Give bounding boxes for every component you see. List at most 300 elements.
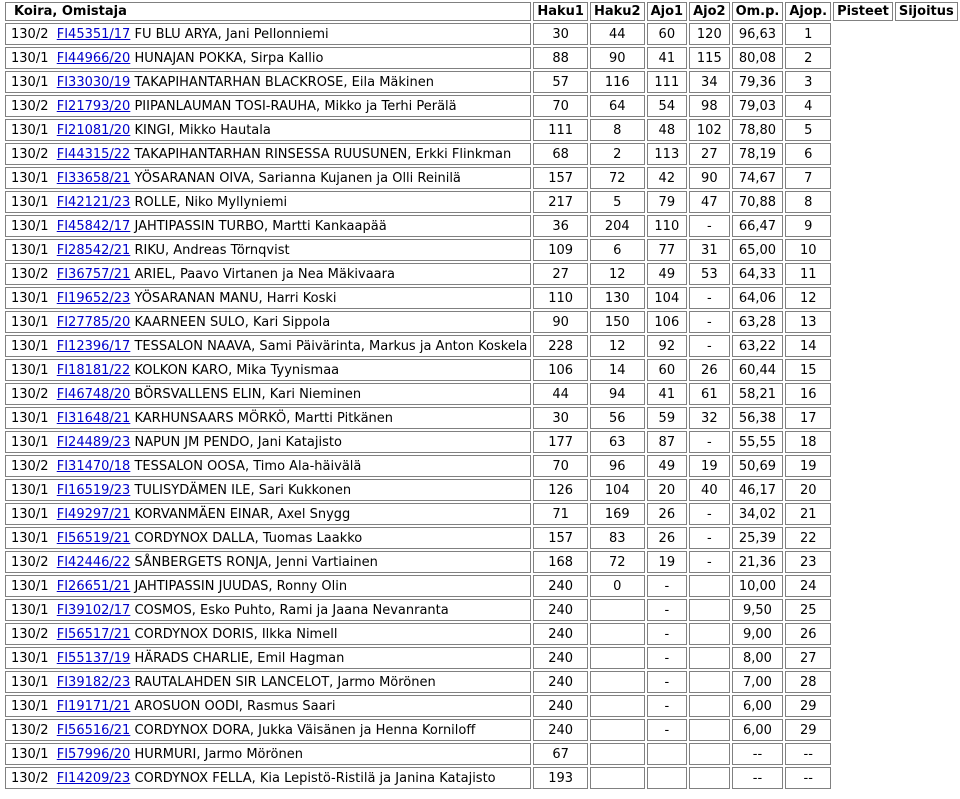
pisteet-cell (833, 671, 893, 693)
pisteet-cell (833, 191, 893, 213)
ajo2-cell (689, 671, 730, 693)
registration-link[interactable]: FI33030/19 (56, 74, 131, 90)
ajop-cell: 23 (785, 551, 831, 573)
pisteet-cell (833, 239, 893, 261)
registration-link[interactable]: FI21081/20 (56, 122, 131, 138)
dog-owner-name: CORDYNOX DORA, Jukka Väisänen ja Henna Korniloff (134, 722, 476, 738)
class-label: 130/1 (11, 290, 49, 306)
dog-owner-cell (5, 623, 531, 645)
dog-owner-name: TAKAPIHANTARHAN BLACKROSE, Eila Mäkinen (134, 74, 434, 90)
ajop-cell: 24 (785, 575, 831, 597)
ajop-cell: 19 (785, 455, 831, 477)
ajop-cell: -- (785, 743, 831, 765)
class-label: 130/1 (11, 530, 49, 546)
pisteet-cell (833, 575, 893, 597)
ajo1-cell: 104 (647, 287, 688, 309)
dog-owner-cell (5, 575, 531, 597)
ajop-cell: 15 (785, 359, 831, 381)
pisteet-cell (833, 695, 893, 717)
haku2-cell (590, 743, 645, 765)
ajo1-cell: 60 (647, 359, 688, 381)
dog-owner-cell (5, 407, 531, 429)
ajop-cell: 4 (785, 95, 831, 117)
table-row (5, 455, 958, 477)
table-row (5, 239, 958, 261)
sijoitus-cell (895, 551, 958, 573)
dog-owner-cell (5, 119, 531, 141)
sijoitus-cell (895, 695, 958, 717)
registration-link[interactable]: FI26651/21 (56, 578, 131, 594)
sijoitus-cell (895, 287, 958, 309)
haku2-cell: 2 (590, 143, 645, 165)
registration-link[interactable]: FI45351/17 (56, 26, 131, 42)
dog-owner-name: RIKU, Andreas Törnqvist (134, 242, 290, 258)
pisteet-cell (833, 383, 893, 405)
dog-owner-name: KAARNEEN SULO, Kari Sippola (134, 314, 331, 330)
omp-cell: 70,88 (732, 191, 784, 213)
ajo1-cell: 26 (647, 503, 688, 525)
class-label: 130/1 (11, 482, 49, 498)
haku1-cell: 157 (533, 527, 588, 549)
haku2-cell: 63 (590, 431, 645, 453)
class-label: 130/2 (11, 98, 49, 114)
haku1-cell: 44 (533, 383, 588, 405)
sijoitus-cell (895, 167, 958, 189)
ajo2-cell: 53 (689, 263, 730, 285)
table-row (5, 287, 958, 309)
class-label: 130/1 (11, 122, 49, 138)
haku1-cell: 90 (533, 311, 588, 333)
ajo2-cell: 98 (689, 95, 730, 117)
haku2-cell: 96 (590, 455, 645, 477)
dog-owner-name: CORDYNOX DALLA, Tuomas Laakko (134, 530, 363, 546)
pisteet-cell (833, 623, 893, 645)
ajo2-cell: - (689, 527, 730, 549)
table-row (5, 119, 958, 141)
haku2-cell (590, 767, 645, 789)
haku2-cell: 14 (590, 359, 645, 381)
sijoitus-cell (895, 623, 958, 645)
dog-owner-cell (5, 23, 531, 45)
ajo2-cell (689, 623, 730, 645)
table-row (5, 167, 958, 189)
haku2-cell: 12 (590, 335, 645, 357)
ajop-cell: 20 (785, 479, 831, 501)
ajo1-cell: - (647, 719, 688, 741)
dog-owner-name: NAPUN JM PENDO, Jani Katajisto (134, 434, 342, 450)
registration-link[interactable]: FI18181/22 (56, 362, 131, 378)
pisteet-cell (833, 455, 893, 477)
ajo1-cell: 42 (647, 167, 688, 189)
ajop-cell: 6 (785, 143, 831, 165)
ajo1-cell (647, 743, 688, 765)
sijoitus-cell (895, 239, 958, 261)
haku2-cell: 72 (590, 167, 645, 189)
ajop-cell: 7 (785, 167, 831, 189)
omp-cell: 65,00 (732, 239, 784, 261)
ajo2-cell: 19 (689, 455, 730, 477)
haku2-cell (590, 719, 645, 741)
registration-link[interactable]: FI56516/21 (56, 722, 131, 738)
class-label: 130/2 (11, 26, 49, 42)
haku1-cell: 110 (533, 287, 588, 309)
haku1-cell: 157 (533, 167, 588, 189)
pisteet-cell (833, 479, 893, 501)
ajo2-cell: - (689, 335, 730, 357)
ajo1-cell: 106 (647, 311, 688, 333)
haku1-cell: 240 (533, 599, 588, 621)
dog-owner-name: AROSUON OODI, Rasmus Saari (134, 698, 336, 714)
ajop-cell: 14 (785, 335, 831, 357)
dog-owner-cell (5, 479, 531, 501)
class-label: 130/2 (11, 554, 49, 570)
results-table (3, 0, 960, 791)
ajo1-cell: 41 (647, 383, 688, 405)
registration-link[interactable]: FI27785/20 (56, 314, 131, 330)
dog-owner-cell (5, 767, 531, 789)
registration-link[interactable]: FI31470/18 (56, 458, 131, 474)
ajop-cell: 21 (785, 503, 831, 525)
haku1-cell: 240 (533, 575, 588, 597)
omp-cell: 79,03 (732, 95, 784, 117)
ajop-cell: 18 (785, 431, 831, 453)
omp-cell: 9,00 (732, 623, 784, 645)
haku1-cell: 111 (533, 119, 588, 141)
ajo1-cell: - (647, 695, 688, 717)
sijoitus-cell (895, 455, 958, 477)
registration-link[interactable]: FI44315/22 (56, 146, 131, 162)
ajo1-cell: - (647, 647, 688, 669)
registration-link[interactable]: FI14209/23 (56, 770, 131, 786)
ajo2-cell: 120 (689, 23, 730, 45)
dog-owner-cell (5, 527, 531, 549)
class-label: 130/2 (11, 458, 49, 474)
haku2-cell (590, 695, 645, 717)
omp-cell: 9,50 (732, 599, 784, 621)
ajo1-cell: 19 (647, 551, 688, 573)
omp-cell: 63,28 (732, 311, 784, 333)
pisteet-cell (833, 167, 893, 189)
haku2-cell: 169 (590, 503, 645, 525)
ajop-cell: 3 (785, 71, 831, 93)
haku1-cell: 240 (533, 623, 588, 645)
ajo2-cell: - (689, 551, 730, 573)
registration-link[interactable]: FI24489/23 (56, 434, 131, 450)
table-row (5, 263, 958, 285)
pisteet-cell (833, 407, 893, 429)
registration-link[interactable]: FI42446/22 (56, 554, 131, 570)
haku2-cell: 12 (590, 263, 645, 285)
ajo2-cell (689, 767, 730, 789)
ajo2-cell: 32 (689, 407, 730, 429)
ajo1-cell: 92 (647, 335, 688, 357)
haku2-cell: 94 (590, 383, 645, 405)
class-label: 130/1 (11, 650, 49, 666)
class-label: 130/2 (11, 146, 49, 162)
dog-owner-name: HÄRADS CHARLIE, Emil Hagman (134, 650, 345, 666)
table-row (5, 23, 958, 45)
haku2-cell: 83 (590, 527, 645, 549)
omp-cell: 46,17 (732, 479, 784, 501)
dog-owner-name: COSMOS, Esko Puhto, Rami ja Jaana Nevanranta (134, 602, 449, 618)
ajop-cell: -- (785, 767, 831, 789)
haku1-cell: 88 (533, 47, 588, 69)
ajop-cell: 12 (785, 287, 831, 309)
haku1-cell: 240 (533, 671, 588, 693)
table-row (5, 671, 958, 693)
pisteet-cell (833, 215, 893, 237)
class-label: 130/1 (11, 506, 49, 522)
dog-owner-cell (5, 335, 531, 357)
sijoitus-cell (895, 407, 958, 429)
ajop-cell: 17 (785, 407, 831, 429)
table-row (5, 215, 958, 237)
haku2-cell: 90 (590, 47, 645, 69)
omp-cell: 78,80 (732, 119, 784, 141)
dog-owner-name: FU BLU ARYA, Jani Pellonniemi (134, 26, 329, 42)
ajop-cell: 2 (785, 47, 831, 69)
class-label: 130/1 (11, 674, 49, 690)
omp-cell: 7,00 (732, 671, 784, 693)
ajo2-cell (689, 695, 730, 717)
registration-link[interactable]: FI56519/21 (56, 530, 131, 546)
table-row (5, 695, 958, 717)
pisteet-cell (833, 95, 893, 117)
haku2-cell: 130 (590, 287, 645, 309)
ajo1-cell: 60 (647, 23, 688, 45)
ajop-cell: 22 (785, 527, 831, 549)
class-label: 130/1 (11, 698, 49, 714)
dog-owner-cell (5, 47, 531, 69)
table-row (5, 479, 958, 501)
pisteet-cell (833, 743, 893, 765)
header-haku2: Haku2 (590, 2, 645, 21)
ajop-cell: 26 (785, 623, 831, 645)
registration-link[interactable]: FI19652/23 (56, 290, 131, 306)
registration-link[interactable]: FI21793/20 (56, 98, 131, 114)
sijoitus-cell (895, 503, 958, 525)
class-label: 130/1 (11, 602, 49, 618)
registration-link[interactable]: FI55137/19 (56, 650, 131, 666)
omp-cell: 74,67 (732, 167, 784, 189)
registration-link[interactable]: FI19171/21 (56, 698, 131, 714)
ajo1-cell: 113 (647, 143, 688, 165)
omp-cell: 96,63 (732, 23, 784, 45)
haku1-cell: 228 (533, 335, 588, 357)
table-row (5, 431, 958, 453)
header-dog-owner: Koira, Omistaja (5, 2, 531, 21)
registration-link[interactable]: FI56517/21 (56, 626, 131, 642)
class-label: 130/1 (11, 338, 49, 354)
pisteet-cell (833, 71, 893, 93)
registration-link[interactable]: FI57996/20 (56, 746, 131, 762)
dog-owner-cell (5, 239, 531, 261)
pisteet-cell (833, 287, 893, 309)
registration-link[interactable]: FI36757/21 (56, 266, 131, 282)
sijoitus-cell (895, 767, 958, 789)
class-label: 130/1 (11, 362, 49, 378)
ajop-cell: 27 (785, 647, 831, 669)
dog-owner-name: JAHTIPASSIN TURBO, Martti Kankaapää (134, 218, 387, 234)
pisteet-cell (833, 647, 893, 669)
ajop-cell: 28 (785, 671, 831, 693)
sijoitus-cell (895, 335, 958, 357)
sijoitus-cell (895, 743, 958, 765)
dog-owner-cell (5, 167, 531, 189)
haku2-cell (590, 623, 645, 645)
dog-owner-cell (5, 503, 531, 525)
registration-link[interactable]: FI16519/23 (56, 482, 131, 498)
omp-cell: 6,00 (732, 719, 784, 741)
ajo2-cell: 102 (689, 119, 730, 141)
dog-owner-name: KORVANMÄEN EINAR, Axel Snygg (134, 506, 351, 522)
haku1-cell: 27 (533, 263, 588, 285)
registration-link[interactable]: FI44966/20 (56, 50, 131, 66)
header-ajop: Ajop. (785, 2, 831, 21)
omp-cell: 6,00 (732, 695, 784, 717)
omp-cell: 64,33 (732, 263, 784, 285)
registration-link[interactable]: FI39182/23 (56, 674, 131, 690)
dog-owner-name: KOLKON KARO, Mika Tyynismaa (134, 362, 340, 378)
dog-owner-cell (5, 287, 531, 309)
dog-owner-name: SÅNBERGETS RONJA, Jenni Vartiainen (134, 554, 378, 570)
ajo1-cell: 41 (647, 47, 688, 69)
haku1-cell: 240 (533, 647, 588, 669)
registration-link[interactable]: FI49297/21 (56, 506, 131, 522)
dog-owner-cell (5, 383, 531, 405)
haku1-cell: 36 (533, 215, 588, 237)
haku2-cell: 0 (590, 575, 645, 597)
haku1-cell: 240 (533, 695, 588, 717)
header-sijoitus: Sijoitus (895, 2, 958, 21)
sijoitus-cell (895, 95, 958, 117)
registration-link[interactable]: FI46748/20 (56, 386, 131, 402)
table-row (5, 527, 958, 549)
sijoitus-cell (895, 263, 958, 285)
dog-owner-name: CORDYNOX FELLA, Kia Lepistö-Ristilä ja Janina Katajisto (134, 770, 496, 786)
haku2-cell: 104 (590, 479, 645, 501)
pisteet-cell (833, 119, 893, 141)
dog-owner-cell (5, 599, 531, 621)
class-label: 130/1 (11, 410, 49, 426)
class-label: 130/1 (11, 242, 49, 258)
omp-cell: 58,21 (732, 383, 784, 405)
dog-owner-cell (5, 143, 531, 165)
registration-link[interactable]: FI31648/21 (56, 410, 131, 426)
dog-owner-name: KARHUNSAARS MÖRKÖ, Martti Pitkänen (134, 410, 394, 426)
ajo2-cell: 61 (689, 383, 730, 405)
header-pisteet: Pisteet (833, 2, 893, 21)
sijoitus-cell (895, 191, 958, 213)
haku2-cell: 116 (590, 71, 645, 93)
haku1-cell: 70 (533, 455, 588, 477)
class-label: 130/1 (11, 578, 49, 594)
haku1-cell: 106 (533, 359, 588, 381)
haku2-cell: 8 (590, 119, 645, 141)
haku1-cell: 57 (533, 71, 588, 93)
ajo2-cell: 47 (689, 191, 730, 213)
class-label: 130/2 (11, 626, 49, 642)
dog-owner-cell (5, 647, 531, 669)
omp-cell: 50,69 (732, 455, 784, 477)
registration-link[interactable]: FI12396/17 (56, 338, 131, 354)
ajop-cell: 16 (785, 383, 831, 405)
ajo2-cell: - (689, 287, 730, 309)
dog-owner-name: CORDYNOX DORIS, Ilkka Nimell (134, 626, 338, 642)
sijoitus-cell (895, 119, 958, 141)
class-label: 130/2 (11, 266, 49, 282)
ajop-cell: 11 (785, 263, 831, 285)
dog-owner-name: TESSALON NAAVA, Sami Päivärinta, Markus ja Anton Koskela (134, 338, 528, 354)
registration-link[interactable]: FI33658/21 (56, 170, 131, 186)
class-label: 130/1 (11, 50, 49, 66)
registration-link[interactable]: FI45842/17 (56, 218, 131, 234)
dog-owner-name: TAKAPIHANTARHAN RINSESSA RUUSUNEN, Erkki Flinkman (134, 146, 512, 162)
pisteet-cell (833, 599, 893, 621)
class-label: 130/2 (11, 722, 49, 738)
haku1-cell: 168 (533, 551, 588, 573)
dog-owner-cell (5, 71, 531, 93)
pisteet-cell (833, 143, 893, 165)
pisteet-cell (833, 359, 893, 381)
table-row (5, 335, 958, 357)
dog-owner-name: ROLLE, Niko Myllyniemi (134, 194, 288, 210)
dog-owner-cell (5, 719, 531, 741)
pisteet-cell (833, 263, 893, 285)
dog-owner-name: ARIEL, Paavo Virtanen ja Nea Mäkivaara (134, 266, 395, 282)
omp-cell: 34,02 (732, 503, 784, 525)
header-ajo1: Ajo1 (647, 2, 688, 21)
ajo2-cell: 40 (689, 479, 730, 501)
pisteet-cell (833, 23, 893, 45)
pisteet-cell (833, 503, 893, 525)
header-haku1: Haku1 (533, 2, 588, 21)
ajop-cell: 5 (785, 119, 831, 141)
pisteet-cell (833, 311, 893, 333)
sijoitus-cell (895, 479, 958, 501)
registration-link[interactable]: FI28542/21 (56, 242, 131, 258)
omp-cell: -- (732, 767, 784, 789)
table-row (5, 647, 958, 669)
ajo1-cell: 77 (647, 239, 688, 261)
sijoitus-cell (895, 647, 958, 669)
table-row (5, 767, 958, 789)
table-row (5, 95, 958, 117)
omp-cell: 8,00 (732, 647, 784, 669)
haku2-cell (590, 647, 645, 669)
haku1-cell: 67 (533, 743, 588, 765)
table-row (5, 311, 958, 333)
haku2-cell: 56 (590, 407, 645, 429)
ajo2-cell: - (689, 431, 730, 453)
ajop-cell: 25 (785, 599, 831, 621)
pisteet-cell (833, 335, 893, 357)
registration-link[interactable]: FI42121/23 (56, 194, 131, 210)
ajo2-cell: 27 (689, 143, 730, 165)
ajo1-cell: 79 (647, 191, 688, 213)
ajo2-cell (689, 719, 730, 741)
sijoitus-cell (895, 23, 958, 45)
registration-link[interactable]: FI39102/17 (56, 602, 131, 618)
header-row (5, 2, 958, 21)
ajo2-cell: - (689, 311, 730, 333)
omp-cell: 56,38 (732, 407, 784, 429)
haku1-cell: 177 (533, 431, 588, 453)
ajo1-cell: 49 (647, 263, 688, 285)
ajop-cell: 9 (785, 215, 831, 237)
sijoitus-cell (895, 47, 958, 69)
sijoitus-cell (895, 71, 958, 93)
